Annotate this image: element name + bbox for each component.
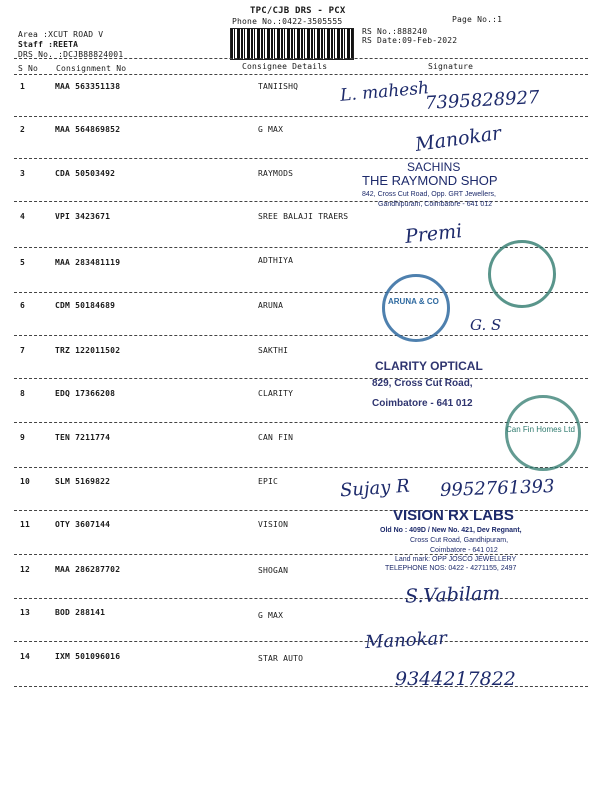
vision-stamp-line1: VISION RX LABS	[393, 507, 514, 524]
header-title: TPC/CJB DRS - PCX	[250, 6, 346, 16]
clarity-stamp-line1: CLARITY OPTICAL	[375, 359, 483, 373]
col-signature: Signature	[428, 62, 474, 71]
row-divider	[14, 422, 588, 423]
row-consignment: VPI 3423671	[55, 212, 111, 221]
area-label: Area :XCUT ROAD V	[18, 30, 104, 39]
row-sno: 7	[20, 346, 26, 355]
row-consignment: CDM 50184689	[55, 301, 116, 310]
row-consignee: SAKTHI	[258, 346, 289, 355]
row-divider	[14, 378, 588, 379]
row-sno: 12	[20, 565, 31, 574]
row-consignment: OTY 3607144	[55, 520, 111, 529]
row-sno: 10	[20, 477, 31, 486]
signature-row-4: Premi	[404, 220, 464, 248]
row-consignment: CDA 50503492	[55, 169, 116, 178]
row-consignee: ARUNA	[258, 301, 284, 310]
row-consignee: SHOGAN	[258, 566, 289, 575]
row-sno: 9	[20, 433, 26, 442]
row-sno: 13	[20, 608, 31, 617]
row-sno: 8	[20, 389, 26, 398]
row-consignment: TEN 7211774	[55, 433, 111, 442]
drs-number: DRS No. :DCJB88824001	[18, 50, 124, 59]
row-consignment: MAA 283481119	[55, 258, 121, 267]
raymond-stamp-line2: THE RAYMOND SHOP	[362, 173, 498, 188]
row-sno: 3	[20, 169, 26, 178]
rs-date: RS Date:09-Feb-2022	[362, 36, 458, 45]
row-consignee: EPIC	[258, 477, 279, 486]
staff-label: Staff :REETA	[18, 40, 79, 49]
signature-row-2: Manokar	[413, 122, 503, 156]
row-consignee: VISION	[258, 520, 289, 529]
row-sno: 6	[20, 301, 26, 310]
row-sno: 2	[20, 125, 26, 134]
row-divider	[14, 158, 588, 159]
row-consignee: SREE BALAJI TRAERS	[258, 212, 349, 221]
aruna-seal-label: ARUNA & CO	[388, 297, 439, 306]
raymond-stamp-line4: Gandhipuram, Coimbatore - 641 012	[378, 201, 493, 208]
vision-stamp-line6: TELEPHONE NOS: 0422 - 4271155, 2497	[385, 565, 517, 572]
signature-row-14-phone: 9344217822	[395, 668, 516, 690]
signature-row-10: Sujay R	[339, 475, 411, 502]
col-consignment: Consignment No	[56, 64, 127, 73]
row-consignment: MAA 563351138	[55, 82, 121, 91]
row-sno: 11	[20, 520, 31, 529]
row-consignee: G MAX	[258, 611, 284, 620]
raymond-stamp-line1: SACHINS	[407, 160, 461, 174]
vision-stamp-line5: Land mark: OPP JOSCO JEWELLERY	[395, 556, 517, 563]
row-consignment: SLM 5169822	[55, 477, 111, 486]
row-consignee: STAR AUTO	[258, 654, 304, 663]
row-consignment: MAA 286287702	[55, 565, 121, 574]
row-consignee: TANIISHQ	[258, 82, 299, 91]
row-consignee: RAYMODS	[258, 169, 294, 178]
signature-row-1: L. mahesh	[339, 78, 430, 106]
columns-divider	[14, 74, 588, 75]
vision-stamp-line4: Coimbatore - 641 012	[430, 547, 498, 554]
row-divider	[14, 335, 588, 336]
row-divider	[14, 641, 588, 642]
row-sno: 1	[20, 82, 26, 91]
row-sno: 5	[20, 258, 26, 267]
vision-stamp-line3: Cross Cut Road, Gandhipuram,	[410, 537, 509, 544]
row-divider	[14, 116, 588, 117]
row-divider	[14, 598, 588, 599]
row-consignee: CAN FIN	[258, 433, 294, 442]
row-sno: 4	[20, 212, 26, 221]
signature-row-10-phone: 9952761393	[439, 476, 555, 501]
row-consignee: G MAX	[258, 125, 284, 134]
row-consignment: TRZ 122011502	[55, 346, 121, 355]
signature-row-13: Manokar	[364, 627, 448, 654]
rs-number: RS No.:888240	[362, 27, 428, 36]
col-sno: S No	[18, 64, 39, 73]
canfin-seal-label: Can Fin Homes Ltd	[506, 425, 575, 434]
signature-row-12: S.Vabilam	[404, 582, 501, 608]
row-sno: 14	[20, 652, 31, 661]
row-divider	[14, 554, 588, 555]
clarity-stamp-line3: Coimbatore - 641 012	[372, 398, 473, 409]
raymond-stamp-line3: 842, Cross Cut Road, Opp. GRT Jewellers,	[362, 191, 496, 198]
header-phone: Phone No.:0422-3505555	[232, 17, 343, 26]
row-consignment: EDQ 17366208	[55, 389, 116, 398]
row-consignment: IXM 501096016	[55, 652, 121, 661]
aruna-seal-icon	[382, 274, 450, 342]
row-divider	[14, 201, 588, 202]
row-consignment: MAA 564869852	[55, 125, 121, 134]
row-consignment: BOD 288141	[55, 608, 106, 617]
header-divider	[14, 58, 588, 59]
barcode	[230, 28, 354, 60]
col-consignee: Consignee Details	[242, 62, 328, 71]
row-consignee: ADTHIYA	[258, 256, 294, 265]
signature-row-1-phone: 7395828927	[424, 87, 541, 114]
row-consignee: CLARITY	[258, 389, 294, 398]
page-number: Page No.:1	[452, 15, 503, 24]
row-divider	[14, 467, 588, 468]
clarity-stamp-line2: 829, Cross Cut Road,	[372, 378, 473, 389]
signature-row-6: G. S	[470, 316, 502, 334]
green-seal-icon	[488, 240, 556, 308]
vision-stamp-line2: Old No : 409D / New No. 421, Dev Regnant,	[380, 527, 522, 534]
